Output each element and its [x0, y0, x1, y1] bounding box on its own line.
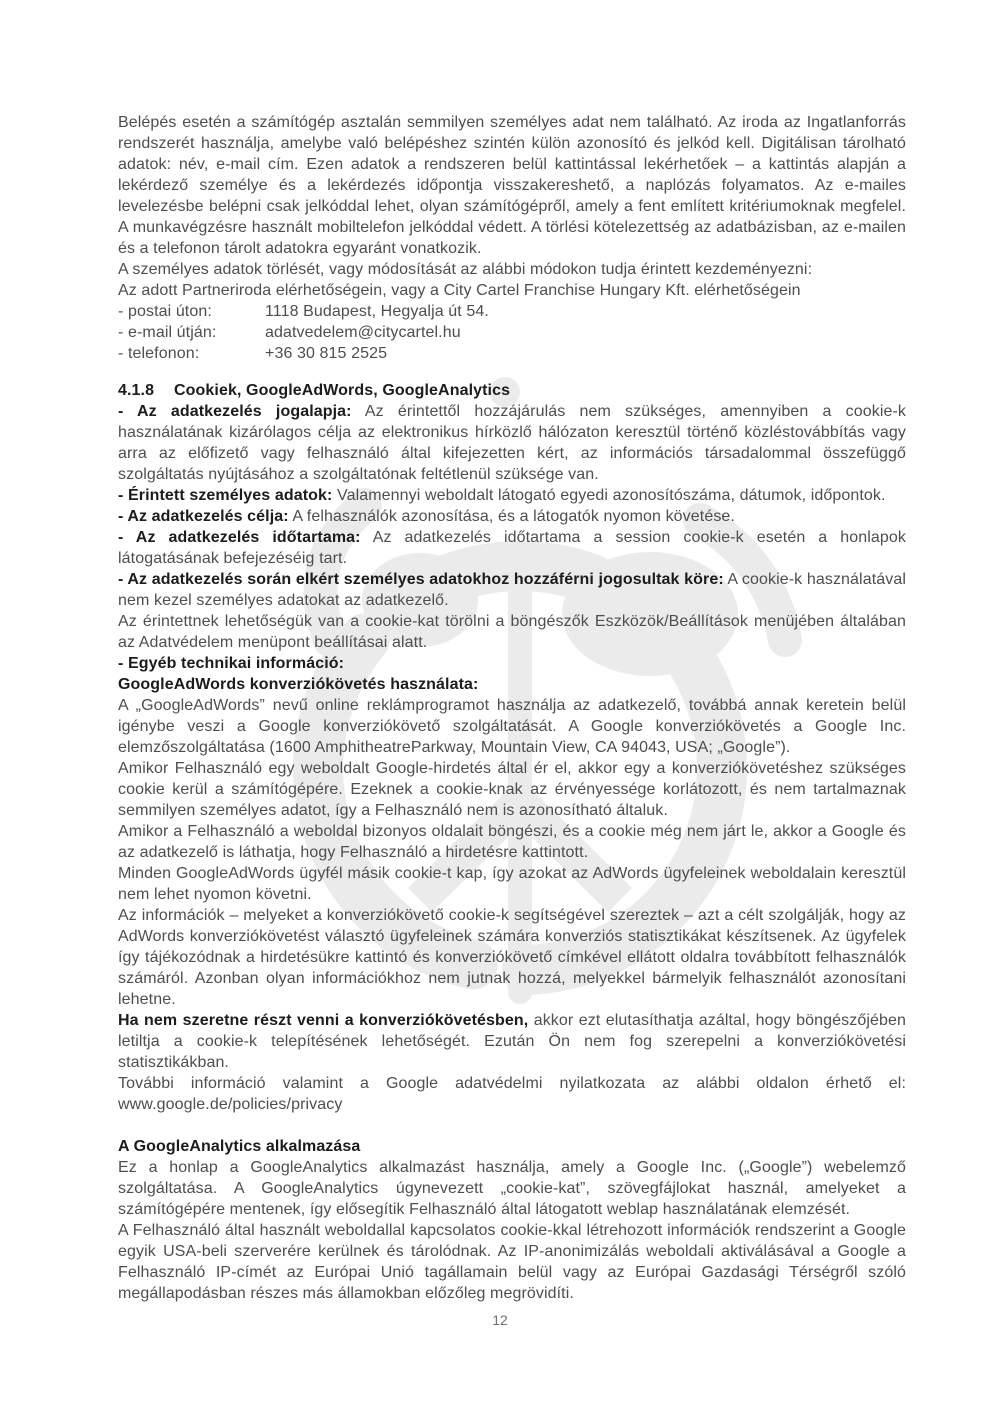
body-text: Valamennyi weboldalt látogató egyedi azonosítószáma, dátumok, időpontok. — [332, 487, 886, 504]
bold-text: - Érintett személyes adatok: — [118, 487, 333, 504]
legal-basis-paragraph — [118, 401, 906, 485]
body-text: Amikor a Felhasználó a weboldal bizonyos oldalait böngészi, és a cookie még nem járt le, akkor a Google és az adatkezelő is láthatja, hogy Felhasználó a hirdetésre kattintott. — [118, 823, 906, 861]
body-text: A felhasználók azonosítása, és a látogatók nyomon követése. — [288, 508, 735, 525]
content — [118, 112, 906, 1304]
other-technical-info-heading — [118, 653, 906, 674]
contact-intro-line — [118, 280, 906, 301]
body-text: A cookie-k használatával nem kezel személyes adatokat az adatkezelő. — [118, 571, 906, 609]
opt-out-paragraph — [118, 1010, 906, 1073]
contact-email-value: adatvedelem@citycartel.hu — [265, 324, 461, 341]
page-number: 12 — [492, 1312, 508, 1328]
deletion-intro-line — [118, 259, 906, 280]
access-rights-paragraph — [118, 569, 906, 611]
contact-phone-value: +36 30 815 2525 — [265, 345, 388, 362]
body-text: További információ valamint a Google adatvédelmi nyilatkozata az alábbi oldalon érhető el: www.google.de/policies/privacy — [118, 1075, 906, 1113]
contact-postal-label: - postai úton: — [118, 303, 212, 320]
body-text: Amikor Felhasználó egy weboldalt Google-hirdetés által ér el, akkor egy a konverziókövetéshez szükséges cookie kerül a számítógépére. Ezeknek a cookie-knak az érvényessége korlátozott, és nem tartalmaznak semmilyen személyes adatot, így a Felhasználó nem is azonosítható általuk. — [118, 760, 906, 819]
bold-text: - Az adatkezelés időtartama: — [118, 529, 361, 546]
purpose-paragraph — [118, 506, 906, 527]
bold-text: - Az adatkezelés jogalapja: — [118, 403, 352, 420]
intro-paragraph — [118, 112, 906, 259]
section-number: 4.1.8 — [118, 382, 155, 399]
conversion-stats-paragraph — [118, 905, 906, 1010]
duration-paragraph — [118, 527, 906, 569]
body-text: Az adott Partneriroda elérhetőségein, vagy a City Cartel Franchise Hungary Kft. elérhetőségein — [118, 282, 801, 299]
adwords-program-paragraph — [118, 695, 906, 758]
bold-text: Ha nem szeretne részt venni a konverziókövetésben, — [118, 1012, 529, 1029]
body-text: A személyes adatok törlését, vagy módosítását az alábbi módokon tudja érintett kezdeményezni: — [118, 261, 813, 278]
body-text: Az információk – melyeket a konverziókövető cookie-k segítségével szereztek – azt a célt szolgálják, hogy az AdWords konverziókövetést választó ügyfeleinek számára konverziós statisztikákat készítsenek. Az ügyfelek így tájékozódnak a hirdetésükre kattintó és konverziókövető címkével ellátott oldalra továbbított felhasználók számáról. Azonban olyan információkhoz nem jutnak hozzá, melyekkel bármelyik felhasználót azonosítani lehetne. — [118, 907, 906, 1008]
affected-data-paragraph — [118, 485, 906, 506]
body-text: A „GoogleAdWords” nevű online reklámprogramot használja az adatkezelő, továbbá annak keretein belül igénybe veszi a Google konverziókövető szolgáltatását. A Google konverziókövetés a Google Inc. elemzőszolgáltatása (1600 AmphitheatreParkway, Mountain View, CA 94043, USA; „Google”). — [118, 697, 906, 756]
body-text: Az érintettnek lehetőségük van a cookie-kat törölni a böngészők Eszközök/Beállítások menüjében általában az Adatvédelem menüpont beállításai alatt. — [118, 613, 906, 651]
adwords-cookie-paragraph — [118, 758, 906, 821]
contact-phone — [118, 343, 906, 364]
section-heading-4-1-8 — [118, 380, 906, 401]
analytics-storage-paragraph — [118, 1220, 906, 1304]
body-text: Az adatkezelés időtartama a session cookie-k esetén a honlapok látogatásának befejezéséig tart. — [118, 529, 906, 567]
contact-email — [118, 322, 906, 343]
body-text: Belépés esetén a számítógép asztalán semmilyen személyes adat nem található. Az iroda az Ingatlanforrás rendszerét használja, amelybe való belépéshez szintén külön azonosító és jelkód kell. Digitálisan tárolható adatok: név, e-mail cím. Ezen adatok a rendszeren belül kattintással lekérhetőek – a kattintás alapján a lekérdező személye és a lekérdezés időpontja visszakereshető, a naplózás folyamatos. Az e-mailes levelezésbe belépni csak jelkóddal lehet, olyan számítógépről, amely a fent említett kritériumoknak megfelel. A munkavégzésre használt mobiltelefon jelkóddal védett. A törlési kötelezettség az adatbázisban, az e-mailen és a telefonon tárolt adatokra egyaránt vonatkozik. — [118, 114, 906, 257]
spacer — [118, 1115, 906, 1136]
body-text: A Felhasználó által használt weboldallal kapcsolatos cookie-kkal létrehozott információk rendszerint a Google egyik USA-beli szerverére kerülnek és tárolódnak. Az IP-anonimizálás weboldali aktiválásával a Google a Felhasználó IP-címét az Európai Unió tagállamain belül vagy az Európai Gazdasági Térségről szóló megállapodásban részes más államokban előzőleg megrövidíti. — [118, 1222, 906, 1302]
bold-text: - Az adatkezelés során elkért személyes adatokhoz hozzáférni jogosultak köre: — [118, 571, 724, 588]
bold-text: GoogleAdWords konverziókövetés használata: — [118, 676, 479, 693]
cookie-delete-paragraph — [118, 611, 906, 653]
body-text: Az érintettől hozzájárulás nem szükséges, amennyiben a cookie-k használatának kizárólagos célja az elektronikus hírközlő hálózaton keresztül történő közléstovábbítás vagy arra az előfizető vagy felhasználó által kifejezetten kért, az információs társadalommal összefüggő szolgáltatás nyújtásához a szolgáltatónak feltétlenül szüksége van. — [118, 403, 907, 483]
body-text: Ez a honlap a GoogleAnalytics alkalmazást használja, amely a Google Inc. („Google”) webelemző szolgáltatása. A GoogleAnalytics úgynevezett „cookie-kat”, szövegfájlokat használ, amelyeket a számítógépére mentenek, így elősegítik Felhasználó által látogatott weblap használatának elemzését. — [118, 1159, 906, 1218]
contact-postal-value: 1118 Budapest, Hegyalja út 54. — [265, 303, 489, 320]
adwords-client-paragraph — [118, 863, 906, 905]
section-title: Cookiek, GoogleAdWords, GoogleAnalytics — [174, 382, 511, 399]
bold-text: - Egyéb technikai információ: — [118, 655, 345, 672]
spacer — [118, 364, 906, 380]
analytics-usage-paragraph — [118, 1157, 906, 1220]
bold-text: A GoogleAnalytics alkalmazása — [118, 1138, 361, 1155]
analytics-heading — [118, 1136, 906, 1157]
body-text: akkor ezt elutasíthatja azáltal, hogy böngészőjében letiltja a cookie-k telepítésének lehetőségét. Ezután Ön nem fog szerepelni a konverziókövetési statisztikákban. — [118, 1012, 906, 1071]
adwords-usage-heading — [118, 674, 906, 695]
body-text: Minden GoogleAdWords ügyfél másik cookie-t kap, így azokat az AdWords ügyfeleinek weboldalain keresztül nem lehet nyomon követni. — [118, 865, 906, 903]
bold-text: - Az adatkezelés célja: — [118, 508, 289, 525]
more-info-paragraph — [118, 1073, 906, 1115]
adwords-browse-paragraph — [118, 821, 906, 863]
contact-postal — [118, 301, 906, 322]
contact-email-label: - e-mail útján: — [118, 324, 217, 341]
contact-phone-label: - telefonon: — [118, 345, 200, 362]
